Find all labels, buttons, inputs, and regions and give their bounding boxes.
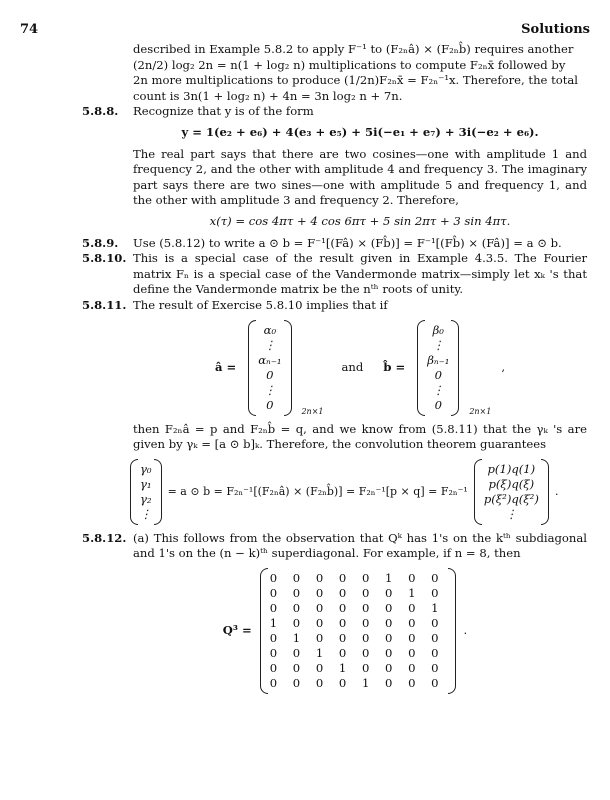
equation-y: [133, 125, 587, 141]
intro-line-2: (2n/2) log₂ 2n = n(1 + log₂ n) multiplications to compute F₂ₙx̄ followed by: [133, 57, 566, 72]
b-hat-vector: [417, 320, 492, 416]
vector-entry: ⋮: [140, 506, 152, 521]
page-body: [82, 42, 587, 694]
exercise-5-8-10: [82, 251, 587, 298]
exercise-5-8-11: [82, 297, 587, 314]
q-cubed-label: Q³ =: [222, 623, 252, 638]
equation-text: y = 1(e₂ + e₆) + 4(e₃ + e₅) + 5i(−e₁ + e₇) + 3i(−e₂ + e₆).: [181, 124, 539, 139]
exercise-lead: Recognize that y is of the form: [133, 104, 314, 119]
vector-entry: γ₂: [140, 491, 152, 506]
intro-line-1: described in Example 5.8.2 to apply F⁻¹ to (F₂ₙâ) × (F₂ₙb̂) requires another: [133, 42, 574, 56]
vector-entry: β₀: [432, 322, 444, 337]
exercise-number: 5.8.10.: [82, 251, 127, 266]
exercise-5-8-9: [82, 235, 587, 252]
matrix-row: 0 0 0 0 0 0 1 0: [269, 585, 446, 600]
vector-entry: γ₀: [140, 461, 152, 476]
matrix-row: 0 0 0 0 0 0 0 1: [269, 600, 446, 615]
convolution-expression: = a ⊙ b = F₂ₙ⁻¹[(F₂ₙâ) × (F₂ₙb̂)] = F₂ₙ⁻¹[p × q] = F₂ₙ⁻¹: [167, 484, 468, 498]
exercise-number: 5.8.8.: [82, 104, 119, 119]
q-cubed-matrix: [260, 568, 456, 694]
vector-entry: ⋮: [505, 506, 518, 521]
dimension-label: 2n×1: [301, 406, 324, 416]
gamma-vector: [130, 459, 162, 525]
a-hat-vector: [248, 320, 324, 416]
intro-line-3: 2n more multiplications to produce (1/2n)F₂ₙx̄ = F₂ₙ⁻¹x. Therefore, the total: [133, 73, 579, 88]
vector-entry: 0: [266, 397, 274, 412]
vector-entry: ⋮: [264, 337, 276, 352]
exercise-paragraph: The real part says that there are two cosines—one with amplitude 1 and frequency 2, and the other with amplitude 4 and frequency 3. The imaginary part says there are two sines—one with amplitude 5 and frequency 1, and the other with amplitude 3 and frequency 2. Therefore,: [133, 146, 587, 208]
comma: ,: [501, 359, 506, 374]
vector-entry: αₙ₋₁: [258, 352, 282, 367]
vector-entry: ⋮: [432, 382, 445, 397]
vector-entry: ⋮: [264, 382, 276, 397]
matrix-row: 1 0 0 0 0 0 0 0: [269, 615, 446, 630]
section-title: Solutions: [521, 22, 590, 37]
matrix-row: 0 0 0 0 1 0 0 0: [269, 675, 446, 690]
a-hat-label: â =: [214, 359, 237, 374]
exercise-number: 5.8.9.: [82, 235, 119, 250]
b-hat-label: b̂ =: [383, 359, 406, 374]
intro-paragraph: [133, 42, 587, 104]
exercise-number: 5.8.11.: [82, 297, 127, 312]
vector-entry: βₙ₋₁: [427, 352, 450, 367]
dimension-label: 2n×1: [469, 406, 492, 416]
exercise-number: 5.8.12.: [82, 530, 127, 545]
pq-vector: [474, 459, 549, 525]
vector-entry: ⋮: [432, 337, 445, 352]
vector-entry: p(ξ)q(ξ): [488, 476, 535, 491]
vector-entry: 0: [266, 367, 274, 382]
equation-x-tau: x(τ) = cos 4πτ + 4 cos 6πτ + 5 sin 2πτ + 3 sin 4πτ.: [209, 213, 511, 228]
matrix-row: 0 0 0 1 0 0 0 0: [269, 660, 446, 675]
vector-entry: p(1)q(1): [487, 461, 536, 476]
exercise-text: Use (5.8.12) to write a ⊙ b = F⁻¹[(Fâ) × (Fb̂)] = F⁻¹[(Fb̂) × (Fâ)] = a ⊙ b.: [133, 235, 562, 250]
exercise-5-8-12: [82, 530, 587, 562]
vector-entry: γ₁: [140, 476, 152, 491]
exercise-lead: The result of Exercise 5.8.10 implies that if: [133, 297, 388, 312]
period: .: [554, 483, 559, 498]
exercise-paragraph: then F₂ₙâ = p and F₂ₙb̂ = q, and we know from (5.8.11) that the γₖ 's are given by γₖ = [a ⊙ b]ₖ. Therefore, the convolution theorem guarantees: [133, 421, 587, 452]
exercise-text: (a) This follows from the observation that Qᵏ has 1's on the kᵗʰ subdiagonal and 1's on the (n − k)ᵗʰ superdiagonal. For example, if n = 8, then: [133, 530, 587, 561]
vector-entry: 0: [434, 367, 442, 382]
exercise-text: This is a special case of the result given in Example 4.3.5. The Fourier matrix Fₙ is a special case of the Vandermonde matrix—simply let xₖ 's that define the Vandermonde matrix be the nᵗʰ roots of unity.: [133, 251, 587, 297]
convolution-equation: [130, 459, 587, 525]
vectors-a-b: [133, 320, 587, 416]
vector-entry: 0: [434, 397, 442, 412]
vector-entry: p(ξ²)q(ξ²): [483, 491, 539, 506]
q-cubed-equation: [103, 568, 587, 694]
period: .: [463, 623, 468, 638]
vector-entry: α₀: [263, 322, 277, 337]
matrix-row: 0 0 1 0 0 0 0 0: [269, 645, 446, 660]
exercise-5-8-8: [82, 104, 587, 120]
matrix-row: 0 0 0 0 0 1 0 0: [269, 570, 446, 585]
matrix-row: 0 1 0 0 0 0 0 0: [269, 630, 446, 645]
page-number: 74: [20, 22, 39, 37]
and-word: and: [341, 359, 364, 374]
intro-line-4: count is 3n(1 + log₂ n) + 4n = 3n log₂ n + 7n.: [133, 88, 403, 103]
